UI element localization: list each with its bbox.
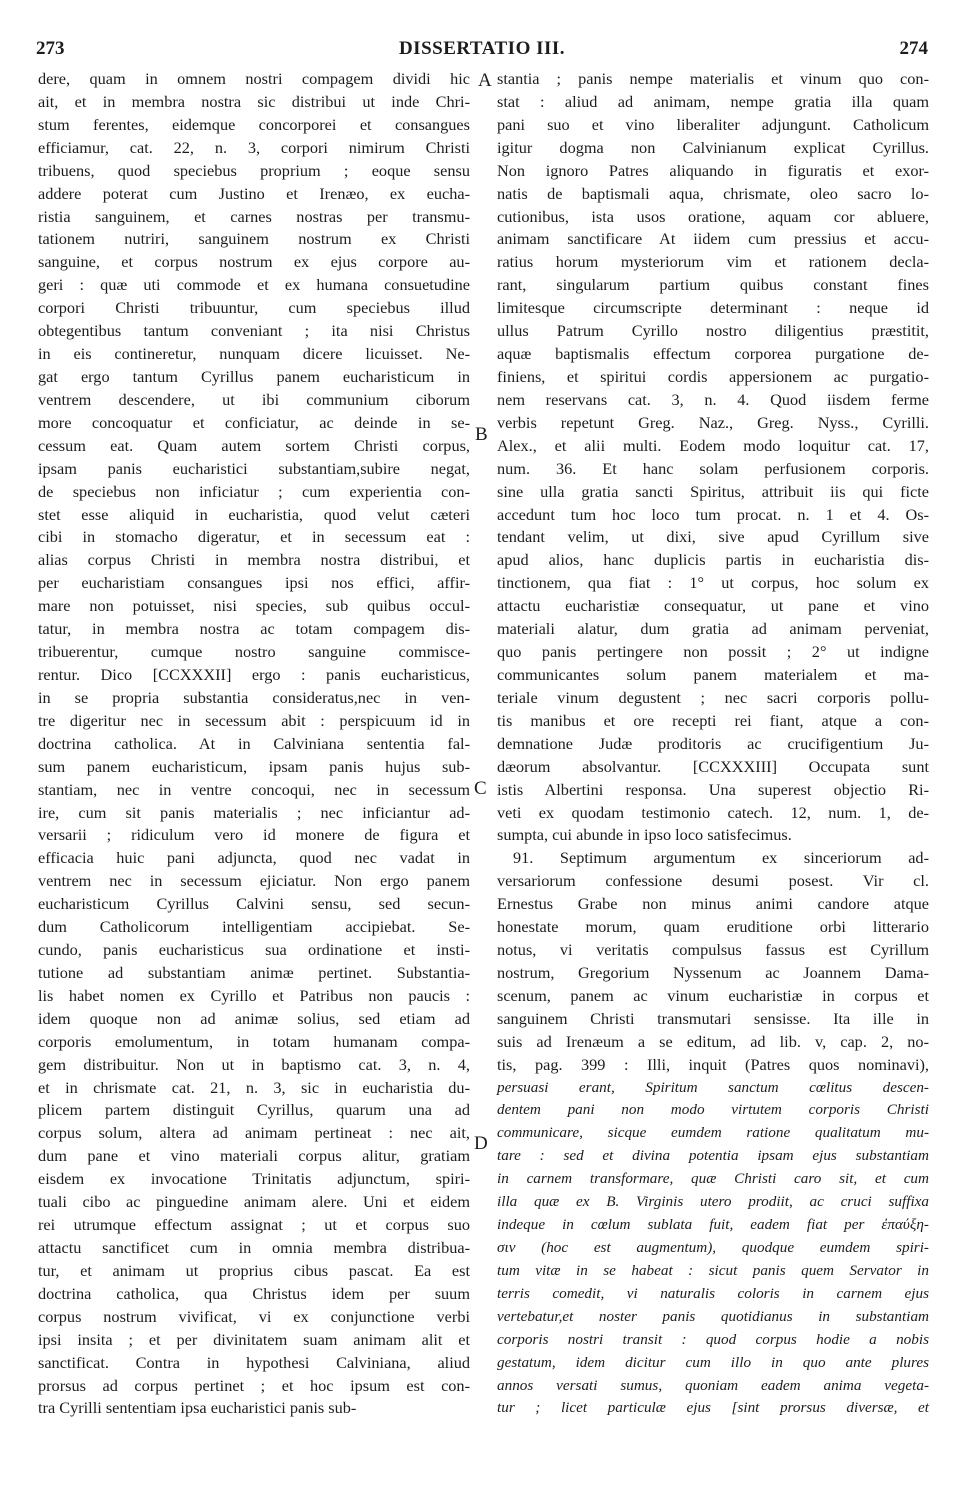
text-line: persuasi erant, Spiritum sanctum cœlitus descen- [497,1078,929,1096]
text-line: stet esse aliquid in eucharistia, quod velut cæteri [38,504,470,524]
text-line: teriale vinum degustent ; nec sacri corporis pollu- [497,687,929,707]
text-line: rentur. Dico [CCXXXII] ergo : panis eucharisticus, [38,664,470,684]
text-line: obtegentibus tantum conveniant ; ita nisi Christus [38,321,470,341]
text-line: apud alios, hanc duplicis partis in eucharistia dis- [497,550,929,570]
text-line: more concoquatur et conficiatur, ac deinde in se- [38,412,470,432]
text-line: ait, et in membra nostra sic distribui ut inde Chri- [38,91,470,111]
text-line: natis de baptismali aqua, chrismate, oleo sacro lo- [497,183,929,203]
section-marker-d: D [474,1133,488,1154]
text-line: verbis repetunt Greg. Naz., Greg. Nyss., Cyrilli. [497,412,929,432]
text-line: sanguine, et corpus nostrum ex ejus corpore au- [38,252,470,272]
text-line: finiens, et spiritui cordis appersionem ac purgatio- [497,366,929,386]
text-line: stantiam, nec in ventre concoqui, nec in secessum [38,779,470,799]
text-line: gestatum, idem dicitur cum illo in quo ante plures [497,1353,929,1371]
text-line: corpori Christi tribuuntur, cum speciebus illud [38,298,470,318]
text-line: attactu eucharistiæ consequatur, ut pane et vino [497,596,929,616]
text-line: attactu sanctificet cum in omnia membra distribua- [38,1238,470,1258]
text-line: accedunt tum hoc loco tum procat. n. 1 et 4. Os- [497,504,929,524]
text-line: animam sanctificare At iidem cum pressius et accu- [497,229,929,249]
text-line: communicare, sicque eumdem ratione qualitatum mu- [497,1124,929,1142]
text-line: et in chrismate cat. 21, n. 3, sic in eucharistia du- [38,1077,470,1097]
text-line: corpus solum, altera ad animam pertineat : nec ait, [38,1123,470,1143]
text-line: tare : sed et divina potentia ipsam ejus substantiam [497,1147,929,1165]
page-number-right: 274 [899,38,928,59]
text-line: notus, vi veritatis compulsus fassus est Cyrillum [497,940,929,960]
text-line: dentem pani non modo virtutem corporis Christi [497,1101,929,1119]
text-line: per eucharistiam consangues ipsi nos effici, affir- [38,573,470,593]
text-line: in eis contineretur, nunquam dicere licuisset. Ne- [38,344,470,364]
text-line: veti ex quodam testimonio catech. 12, num. 1, de- [497,802,929,822]
text-line: Alex., et alii multi. Eodem modo loquitur cat. 17, [497,435,929,455]
text-line: pani suo et vino liberaliter adjungunt. Catholicum [497,114,929,134]
text-line: illa quæ ex B. Virginis utero prodiit, ac cruci suffixa [497,1193,929,1211]
text-line: dæorum absolvantur. [CCXXXIII] Occupata sunt [497,756,929,776]
text-line: Non ignoro Patres aliquando in figuratis et exor- [497,160,929,180]
text-line: tationem nutriri, sanguinem nostrum ex Christi [38,229,470,249]
text-line: σιν (hoc est augmentum), quodque eumdem spiri- [497,1239,929,1257]
text-line: cibi in stomacho digeratur, et in secessum eat : [38,527,470,547]
text-line: idem quoque non ad animæ solius, sed etiam ad [38,1008,470,1028]
text-line: sanguinem Christi transmutari sensisse. Ita ille in [497,1008,929,1028]
text-line: versarii ; ridiculum vero id monere de figura et [38,825,470,845]
text-line: ipsi insita ; et per divinitatem suam animam alit et [38,1329,470,1349]
text-line: doctrina catholica. At in Calviniana sententia fal- [38,733,470,753]
text-line: plicem partem distinguit Cyrillus, quarum una ad [38,1100,470,1120]
text-line: tendant velim, ut dixi, sive apud Cyrillum sive [497,527,929,547]
text-line: cundo, panis eucharisticus sua ordinatione et insti- [38,940,470,960]
text-line: in carnem transformare, quæ Christi caro sit, et cum [497,1170,929,1188]
text-line: sum panem eucharisticum, ipsam panis hujus sub- [38,756,470,776]
text-line: gat ergo tantum Cyrillus panem eucharisticum in [38,366,470,386]
text-line: ullus Patrum Cyrillo nostro diligentius præstitit, [497,321,929,341]
text-line: de speciebus non inficiatur ; cum experientia con- [38,481,470,501]
text-line: corpus nostrum vivificat, vi ex conjunctione verbi [38,1306,470,1326]
text-line: num. 36. Et hanc solam perfusionem corporis. [497,458,929,478]
text-line: suis ad Irenæum a se editum, ad lib. v, cap. 2, no- [497,1031,929,1051]
text-line: dere, quam in omnem nostri compagem dividi hic [38,69,470,88]
text-line: tinctionem, qua fiat : 1° ut corpus, hoc solum ex [497,573,929,593]
text-line: communicantes solum panem materialem et ma- [497,664,929,684]
text-line: materiali alatur, dum gratia ad animam perveniat, [497,619,929,639]
text-line: annos versati sumus, quoniam eadem anima vegeta- [497,1376,929,1394]
text-line: mare non potuisset, nisi species, sub quibus occul- [38,596,470,616]
text-line: efficacia huic pani adjuncta, quod nec vadat in [38,848,470,868]
text-line: tis manibus et ore recepti rei fiant, atque a con- [497,710,929,730]
text-line: rei utrumque effectum assignat ; ut et corpus suo [38,1215,470,1235]
text-line: vertebatur,et noster panis quotidianus in substantiam [497,1307,929,1325]
running-title: DISSERTATIO III. [398,38,566,59]
text-line: indeque in cœlum sublata fuit, eadem fiat per ἐπαύξη- [497,1216,929,1234]
section-marker-b: B [475,424,488,445]
text-line: nem reservans cat. 3, n. 4. Quod iisdem ferme [497,389,929,409]
text-line: addere poterat cum Justino et Irenæo, ex eucha- [38,183,470,203]
text-line: cutionibus, ista usos oratione, aquam cor abluere, [497,206,929,226]
text-line: ventrem descendere, ut ibi communium ciborum [38,389,470,409]
text-line: tis, pag. 399 : Illi, inquit (Patres quos nominavi), [497,1054,929,1074]
text-line: sumpta, cui abunde in ipso loco satisfecimus. [497,825,792,845]
text-line: tribuerentur, cumque nostro sanguine commisce- [38,642,470,662]
text-line: sanctificat. Contra in hypothesi Calviniana, aliud [38,1352,470,1372]
text-line: dum pane et vino materiali corpus alitur, gratiam [38,1146,470,1166]
text-line: in se propria substantia consideratus,nec in ven- [38,687,470,707]
text-line: corporis nostri transit : quod corpus hodie a nobis [497,1330,929,1348]
text-line: efficiamur, cat. 22, n. 3, corpori nimirum Christi [38,137,470,157]
text-line: istis Albertini responsa. Una superest objectio Ri- [497,779,929,799]
text-line: corporis emolumentum, in totam humanam compa- [38,1031,470,1051]
text-line: terris comedit, vi naturalis coloris in carnem ejus [497,1284,929,1302]
text-line: honestate morum, quam eruditione orbi litterario [497,917,929,937]
text-line: quo panis pertingere non possit ; 2° ut indigne [497,642,929,662]
text-line: tuali cibo ac pinguedine animam alere. Uni et eidem [38,1192,470,1212]
text-line: gem distribuitur. Non ut in baptismo cat. 3, n. 4, [38,1054,470,1074]
text-line: lis habet nomen ex Cyrillo et Patribus non paucis : [38,985,470,1005]
text-line: ratius horum mysteriorum vim et rationem decla- [497,252,929,272]
text-line: tatur, in membra nostra ac totam compagem dis- [38,619,470,639]
text-line: geri : quæ uti commode et ex humana consuetudine [38,275,470,295]
text-line: cessum eat. Quam autem sortem Christi corpus, [38,435,470,455]
text-line: tum vitæ in se habeat : sicut panis quem Servator in [497,1261,929,1279]
left-text-column [38,68,470,1420]
text-line: prorsus ad corpus pertinet ; et hoc ipsum est con- [38,1375,470,1395]
text-line: tre digeritur nec in secessum abit : perspicuum id in [38,710,470,730]
text-line: 91. Septimum argumentum ex sinceriorum ad- [513,848,929,868]
text-line: aquæ baptismalis effectum corporea purgatione de- [497,344,929,364]
text-line: nostrum, Gregorium Nyssenum ac Joannem Dama- [497,962,929,982]
text-line: stantia ; panis nempe materialis et vinum quo con- [497,69,929,88]
text-line: doctrina catholica, qua Christus idem per suum [38,1283,470,1303]
section-marker-c: C [474,778,487,799]
text-line: stat : aliud ad animam, nempe gratia illa quam [497,91,929,111]
text-line: rant, singularum partium quibus constant fines [497,275,929,295]
page-header [36,38,928,62]
text-line: tur, et animam ut proprius cibus pascat. Ea est [38,1260,470,1280]
text-line: tur ; licet particulæ ejus [sint prorsus diversæ, et [497,1399,929,1417]
text-line: ristia sanguinem, et carnes nostras per transmu- [38,206,470,226]
text-line: ipsam panis eucharistici substantiam,subire negat, [38,458,470,478]
text-line: scenum, panem ac vinum eucharistiæ in corpus et [497,985,929,1005]
text-line: eisdem ex invocatione Trinitatis adjunctum, spiri- [38,1169,470,1189]
text-line: ventrem nec in secessum ejiciatur. Non ergo panem [38,871,470,891]
text-line: dum Catholicorum intelligentiam accipiebat. Se- [38,917,470,937]
text-line: limitesque circumscripte determinant : neque id [497,298,929,318]
text-line: alias corpus Christi in membra nostra distribui, et [38,550,470,570]
text-line: versariorum confessione desumi posest. Vir cl. [497,871,929,891]
text-line: tra Cyrilli sententiam ipsa eucharistici panis sub- [38,1398,357,1418]
text-line: eucharisticum Cyrillus Calvini sensu, sed secun- [38,894,470,914]
text-line: stum ferentes, eidemque concorporei et consangues [38,114,470,134]
text-line: igitur dogma non Calvinianum explicat Cyrillus. [497,137,929,157]
right-text-column [497,68,929,1420]
text-line: ire, cum sit panis materialis ; nec inficiantur ad- [38,802,470,822]
text-line: tutione ad substantiam animæ pertinet. Substantia- [38,962,470,982]
text-line: sine ulla gratia sancti Spiritus, attribuit iis qui ficte [497,481,929,501]
text-line: tribuens, quod speciebus proprium ; eoque sensu [38,160,470,180]
section-marker-a: A [478,70,492,91]
page-number-left: 273 [36,38,65,59]
text-line: Ernestus Grabe non minus animi candore atque [497,894,929,914]
text-line: demnatione Judæ proditoris ac crucifigentium Ju- [497,733,929,753]
